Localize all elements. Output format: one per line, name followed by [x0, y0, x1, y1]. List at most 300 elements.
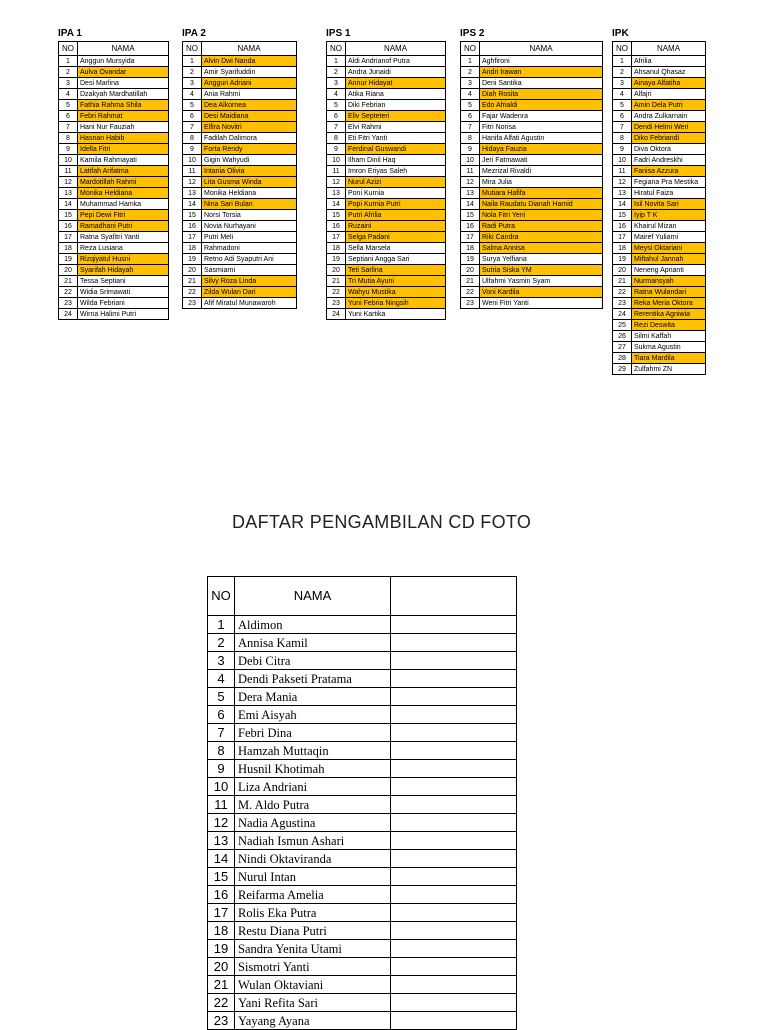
table-row	[613, 56, 706, 67]
table-row	[183, 100, 297, 111]
class-block-4	[612, 27, 706, 375]
table-row	[59, 89, 169, 100]
row-number: 21	[183, 276, 202, 287]
row-number: 18	[208, 922, 235, 940]
table-row	[461, 221, 603, 232]
student-name: Yuni Febria Ningsih	[346, 298, 446, 309]
table-row	[59, 287, 169, 298]
table-row	[59, 133, 169, 144]
table-row	[613, 177, 706, 188]
row-number: 10	[59, 155, 78, 166]
row-number: 15	[613, 210, 632, 221]
table-row	[613, 122, 706, 133]
table-row	[461, 89, 603, 100]
student-name: Monika Heldiana	[202, 188, 297, 199]
table-row	[183, 243, 297, 254]
signature-cell[interactable]	[391, 886, 517, 904]
table-row	[613, 111, 706, 122]
table-row	[183, 166, 297, 177]
table-row	[59, 298, 169, 309]
signature-cell[interactable]	[391, 652, 517, 670]
table-row	[613, 166, 706, 177]
table-row	[327, 56, 446, 67]
student-name: Gigin Wahyudi	[202, 155, 297, 166]
student-name: Ainaya Alfatiha	[632, 78, 706, 89]
table-row	[461, 155, 603, 166]
signature-cell[interactable]	[391, 922, 517, 940]
table-row	[59, 67, 169, 78]
table-row	[208, 652, 517, 670]
table-row	[461, 111, 603, 122]
row-number: 13	[461, 188, 480, 199]
signature-cell[interactable]	[391, 868, 517, 886]
row-number: 26	[613, 331, 632, 342]
row-number: 3	[59, 78, 78, 89]
row-number: 17	[613, 232, 632, 243]
student-name: Sismotri Yanti	[235, 958, 391, 976]
table-row	[613, 100, 706, 111]
header-nama: NAMA	[632, 42, 706, 56]
student-name: Yayang Ayana	[235, 1012, 391, 1030]
row-number: 12	[183, 177, 202, 188]
row-number: 4	[613, 89, 632, 100]
student-name: Wirna Halimi Putri	[78, 309, 169, 320]
row-number: 2	[461, 67, 480, 78]
row-number: 9	[59, 144, 78, 155]
row-number: 15	[208, 868, 235, 886]
row-number: 13	[59, 188, 78, 199]
table-row	[613, 133, 706, 144]
signature-cell[interactable]	[391, 1012, 517, 1030]
table-row	[327, 276, 446, 287]
header-no: NO	[208, 577, 235, 616]
student-name: Fathia Rahma Shila	[78, 100, 169, 111]
row-number: 21	[461, 276, 480, 287]
student-name: Hamzah Muttaqin	[235, 742, 391, 760]
table-row	[208, 634, 517, 652]
row-number: 6	[183, 111, 202, 122]
student-name: Fadri Andreskhi	[632, 155, 706, 166]
student-name: Idella Fitri	[78, 144, 169, 155]
student-name: Febri Rahmat	[78, 111, 169, 122]
student-name: Aulva Ovandar	[78, 67, 169, 78]
student-name: Septiani Angga Sari	[346, 254, 446, 265]
table-row	[613, 210, 706, 221]
row-number: 22	[59, 287, 78, 298]
student-name: Fanisa Azzura	[632, 166, 706, 177]
row-number: 9	[183, 144, 202, 155]
class-table-header	[183, 42, 297, 56]
table-row	[183, 221, 297, 232]
table-row	[208, 616, 517, 634]
table-row	[613, 232, 706, 243]
student-name: Desi Marlina	[78, 78, 169, 89]
table-row	[613, 221, 706, 232]
table-row	[59, 78, 169, 89]
row-number: 4	[59, 89, 78, 100]
student-name: Ulfahmi Yasmin Syam	[480, 276, 603, 287]
row-number: 12	[59, 177, 78, 188]
signature-cell[interactable]	[391, 724, 517, 742]
row-number: 29	[613, 364, 632, 375]
table-row	[327, 122, 446, 133]
table-row	[59, 232, 169, 243]
table-row	[461, 67, 603, 78]
row-number: 4	[183, 89, 202, 100]
student-name: Putri Afrilia	[346, 210, 446, 221]
student-name: Fitri Norisa	[480, 122, 603, 133]
row-number: 19	[613, 254, 632, 265]
signature-cell[interactable]	[391, 742, 517, 760]
signature-cell[interactable]	[391, 994, 517, 1012]
table-row	[208, 994, 517, 1012]
table-row	[613, 254, 706, 265]
row-number: 6	[327, 111, 346, 122]
student-name: Yani Refita Sari	[235, 994, 391, 1012]
row-number: 15	[183, 210, 202, 221]
row-number: 5	[327, 100, 346, 111]
page-title: DAFTAR PENGAMBILAN CD FOTO	[232, 512, 532, 532]
student-name: Nurul Azizi	[346, 177, 446, 188]
row-number: 21	[208, 976, 235, 994]
student-name: Elfira Novitri	[202, 122, 297, 133]
table-row	[327, 221, 446, 232]
student-name: Sukma Agustin	[632, 342, 706, 353]
student-name: Aldimon	[235, 616, 391, 634]
student-name: Rolis Eka Putra	[235, 904, 391, 922]
student-name: Fadilah Dalimora	[202, 133, 297, 144]
table-row	[183, 188, 297, 199]
table-row	[613, 265, 706, 276]
student-name: Ferdinal Guswandi	[346, 144, 446, 155]
student-name: Andra Junaidi	[346, 67, 446, 78]
table-row	[461, 188, 603, 199]
table-row	[327, 144, 446, 155]
student-name: Reifarma Amelia	[235, 886, 391, 904]
table-row	[461, 254, 603, 265]
signature-cell[interactable]	[391, 796, 517, 814]
table-row	[183, 287, 297, 298]
table-row	[59, 243, 169, 254]
student-name: Voni Kardila	[480, 287, 603, 298]
row-number: 6	[461, 111, 480, 122]
table-row	[327, 243, 446, 254]
student-name: Elvi Rahmi	[346, 122, 446, 133]
student-name: Syarifah Hidayah	[78, 265, 169, 276]
row-number: 16	[208, 886, 235, 904]
row-number: 2	[613, 67, 632, 78]
table-row	[327, 188, 446, 199]
table-row	[461, 243, 603, 254]
row-number: 11	[208, 796, 235, 814]
header-nama: NAMA	[480, 42, 603, 56]
row-number: 13	[327, 188, 346, 199]
student-name: Lita Gusma Winda	[202, 177, 297, 188]
row-number: 16	[59, 221, 78, 232]
student-name: Debi Citra	[235, 652, 391, 670]
student-name: Sutria Siska YM	[480, 265, 603, 276]
row-number: 23	[59, 298, 78, 309]
student-name: Ilham Dinil Haq	[346, 155, 446, 166]
table-row	[613, 287, 706, 298]
table-row	[327, 166, 446, 177]
student-name: Riki Candra	[480, 232, 603, 243]
student-name: Restu Diana Putri	[235, 922, 391, 940]
row-number: 22	[183, 287, 202, 298]
student-name: Reza Lusiana	[78, 243, 169, 254]
row-number: 4	[208, 670, 235, 688]
table-row	[327, 89, 446, 100]
student-name: Jeri Fatmawati	[480, 155, 603, 166]
row-number: 12	[461, 177, 480, 188]
row-number: 2	[183, 67, 202, 78]
student-name: Isil Novita Sari	[632, 199, 706, 210]
table-row	[613, 364, 706, 375]
class-table-header	[59, 42, 169, 56]
table-row	[461, 100, 603, 111]
row-number: 8	[327, 133, 346, 144]
row-number: 10	[461, 155, 480, 166]
signature-cell[interactable]	[391, 778, 517, 796]
signature-cell[interactable]	[391, 688, 517, 706]
student-name: Ania Rahmi	[202, 89, 297, 100]
student-name: Reka Meria Oktora	[632, 298, 706, 309]
student-name: Silmi Kaffah	[632, 331, 706, 342]
row-number: 14	[183, 199, 202, 210]
student-name: Edo Afrialdi	[480, 100, 603, 111]
signature-cell[interactable]	[391, 904, 517, 922]
table-row	[327, 309, 446, 320]
row-number: 14	[59, 199, 78, 210]
row-number: 19	[59, 254, 78, 265]
table-row	[327, 111, 446, 122]
student-name: Imron Eriyas Saleh	[346, 166, 446, 177]
student-name: Hani Nur Fauziah	[78, 122, 169, 133]
student-name: Naila Raudatu Dianah Hamid	[480, 199, 603, 210]
class-block-0	[58, 27, 169, 320]
signature-cell[interactable]	[391, 958, 517, 976]
table-row	[613, 309, 706, 320]
table-row	[613, 298, 706, 309]
row-number: 17	[461, 232, 480, 243]
student-name: Afif Miratul Munawaroh	[202, 298, 297, 309]
table-row	[208, 958, 517, 976]
signature-cell[interactable]	[391, 670, 517, 688]
table-row	[461, 122, 603, 133]
row-number: 10	[613, 155, 632, 166]
student-name: Febri Dina	[235, 724, 391, 742]
row-number: 17	[183, 232, 202, 243]
student-name: Amin Dela Putri	[632, 100, 706, 111]
table-row	[613, 331, 706, 342]
student-name: Aldi Andrianof Putra	[346, 56, 446, 67]
class-table	[460, 41, 603, 309]
student-name: Diah Rosita	[480, 89, 603, 100]
table-row	[327, 67, 446, 78]
cd-table-header	[208, 577, 517, 616]
row-number: 3	[327, 78, 346, 89]
table-row	[461, 199, 603, 210]
student-name: Eti Fitri Yanti	[346, 133, 446, 144]
table-row	[461, 287, 603, 298]
row-number: 22	[208, 994, 235, 1012]
table-row	[59, 210, 169, 221]
student-name: Nurul Intan	[235, 868, 391, 886]
signature-cell[interactable]	[391, 616, 517, 634]
row-number: 22	[461, 287, 480, 298]
row-number: 5	[461, 100, 480, 111]
class-table	[612, 41, 706, 375]
table-row	[183, 78, 297, 89]
student-name: Alfajri	[632, 89, 706, 100]
student-name: Mutiara Hafifa	[480, 188, 603, 199]
row-number: 11	[461, 166, 480, 177]
row-number: 15	[59, 210, 78, 221]
student-name: Sandra Yenita Utami	[235, 940, 391, 958]
table-row	[613, 144, 706, 155]
student-name: Novia Nurhayani	[202, 221, 297, 232]
row-number: 18	[613, 243, 632, 254]
table-row	[461, 166, 603, 177]
table-row	[208, 922, 517, 940]
row-number: 15	[327, 210, 346, 221]
signature-cell[interactable]	[391, 976, 517, 994]
table-row	[183, 155, 297, 166]
signature-cell[interactable]	[391, 634, 517, 652]
signature-cell[interactable]	[391, 940, 517, 958]
table-row	[613, 199, 706, 210]
student-name: Fajar Wadenra	[480, 111, 603, 122]
table-row	[183, 199, 297, 210]
table-row	[327, 100, 446, 111]
header-no: NO	[59, 42, 78, 56]
row-number: 21	[59, 276, 78, 287]
signature-cell[interactable]	[391, 706, 517, 724]
row-number: 27	[613, 342, 632, 353]
table-row	[183, 265, 297, 276]
table-row	[183, 133, 297, 144]
cd-pickup-table	[207, 576, 517, 1030]
student-name: Ruzaini	[346, 221, 446, 232]
row-number: 10	[183, 155, 202, 166]
table-row	[327, 199, 446, 210]
table-row	[461, 177, 603, 188]
class-title: IPA 2	[182, 28, 206, 39]
student-name: Diva Oktora	[632, 144, 706, 155]
table-row	[208, 868, 517, 886]
row-number: 11	[59, 166, 78, 177]
row-number: 2	[59, 67, 78, 78]
student-name: Salma Annisa	[480, 243, 603, 254]
row-number: 18	[327, 243, 346, 254]
row-number: 9	[613, 144, 632, 155]
row-number: 18	[59, 243, 78, 254]
class-table-header	[327, 42, 446, 56]
table-row	[183, 232, 297, 243]
row-number: 6	[59, 111, 78, 122]
signature-cell[interactable]	[391, 814, 517, 832]
table-row	[208, 976, 517, 994]
row-number: 22	[327, 287, 346, 298]
table-row	[327, 265, 446, 276]
header-no: NO	[327, 42, 346, 56]
class-block-3	[460, 27, 603, 309]
row-number: 19	[183, 254, 202, 265]
class-title: IPS 1	[326, 28, 351, 39]
student-name: Mezrizal Rivaldi	[480, 166, 603, 177]
table-row	[613, 67, 706, 78]
table-row	[208, 760, 517, 778]
student-name: Popi Kurnia Putri	[346, 199, 446, 210]
signature-cell[interactable]	[391, 850, 517, 868]
row-number: 12	[327, 177, 346, 188]
table-row	[183, 67, 297, 78]
row-number: 18	[183, 243, 202, 254]
header-nama: NAMA	[78, 42, 169, 56]
signature-cell[interactable]	[391, 760, 517, 778]
student-name: Rahmadoni	[202, 243, 297, 254]
table-row	[59, 155, 169, 166]
row-number: 3	[461, 78, 480, 89]
row-number: 1	[208, 616, 235, 634]
student-name: Retno Adi Syaputri Ani	[202, 254, 297, 265]
student-name: Rezi Deswita	[632, 320, 706, 331]
student-name: Alvin Dwi Nanda	[202, 56, 297, 67]
header-no: NO	[461, 42, 480, 56]
row-number: 7	[208, 724, 235, 742]
class-table-header	[461, 42, 603, 56]
row-number: 10	[327, 155, 346, 166]
table-row	[461, 144, 603, 155]
student-name: Dendi Helmi Weri	[632, 122, 706, 133]
student-name: Latifah Arifatma	[78, 166, 169, 177]
table-row	[59, 309, 169, 320]
student-name: Norsi Torsia	[202, 210, 297, 221]
student-name: Silvy Roza Linda	[202, 276, 297, 287]
table-row	[59, 144, 169, 155]
student-name: Forta Rendy	[202, 144, 297, 155]
table-row	[183, 177, 297, 188]
table-row	[461, 56, 603, 67]
table-row	[613, 89, 706, 100]
table-row	[613, 342, 706, 353]
student-name: Husnil Khotimah	[235, 760, 391, 778]
student-name: Aghfironi	[480, 56, 603, 67]
table-row	[208, 724, 517, 742]
student-name: Nadia Agustina	[235, 814, 391, 832]
table-row	[59, 254, 169, 265]
row-number: 20	[461, 265, 480, 276]
table-row	[327, 155, 446, 166]
table-row	[208, 778, 517, 796]
table-row	[183, 298, 297, 309]
table-row	[327, 232, 446, 243]
student-name: Iyip T K	[632, 210, 706, 221]
table-row	[59, 166, 169, 177]
signature-cell[interactable]	[391, 832, 517, 850]
student-name: Ratna Syafitri Yanti	[78, 232, 169, 243]
row-number: 8	[461, 133, 480, 144]
row-number: 1	[183, 56, 202, 67]
table-row	[461, 133, 603, 144]
student-name: Meysi Oktariani	[632, 243, 706, 254]
class-title: IPA 1	[58, 28, 82, 39]
row-number: 16	[327, 221, 346, 232]
student-name: Hasnan Habib	[78, 133, 169, 144]
student-name: Rizqiyatul Husni	[78, 254, 169, 265]
row-number: 18	[461, 243, 480, 254]
row-number: 14	[613, 199, 632, 210]
